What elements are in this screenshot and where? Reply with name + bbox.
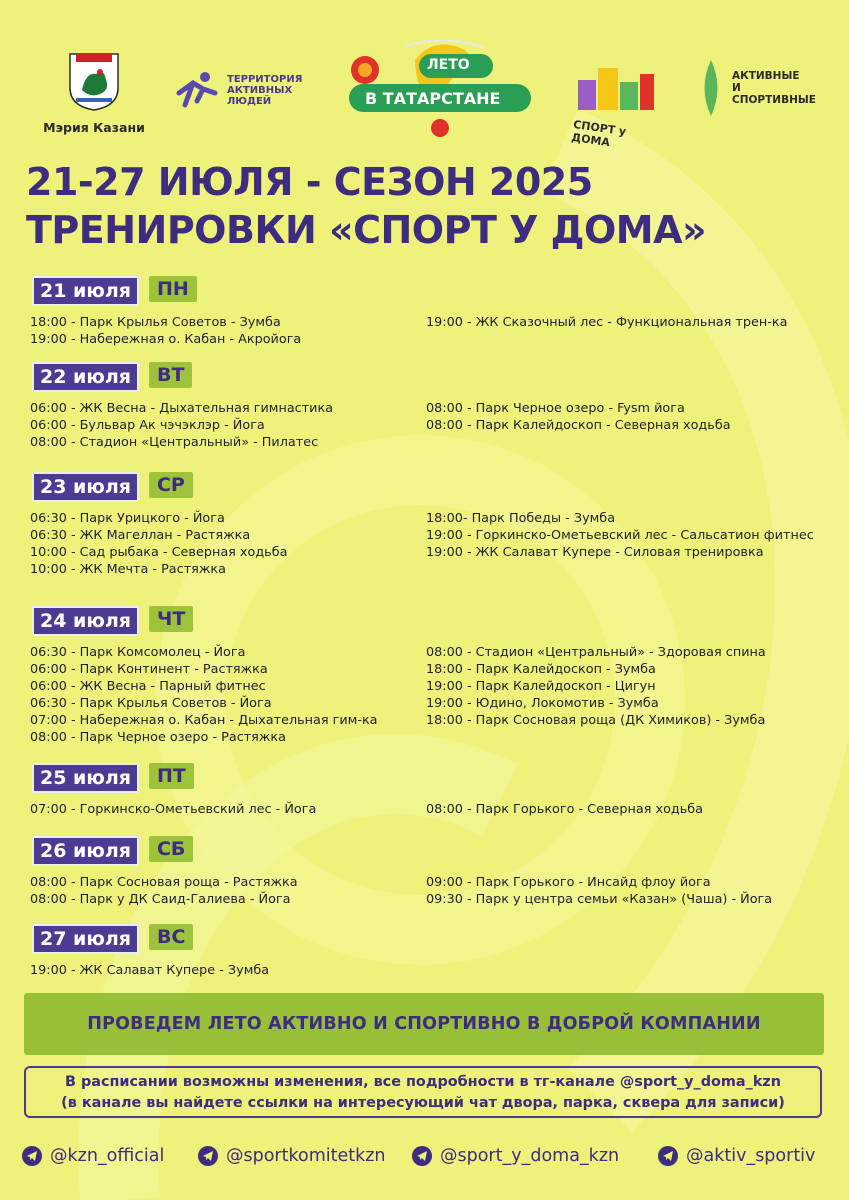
day-header (32, 763, 832, 793)
schedule-column-left (30, 874, 298, 908)
day-header (32, 362, 832, 392)
schedule-entry: 06:00 - Бульвар Ак чэчэклэр - Йога (30, 418, 265, 433)
weekday-badge: СБ (149, 836, 193, 862)
day-section (30, 276, 832, 347)
telegram-icon (658, 1146, 678, 1166)
schedule-column-left (30, 314, 301, 348)
weekday-badge: ВТ (149, 362, 192, 388)
date-badge: 25 июля (32, 763, 139, 793)
telegram-icon (198, 1146, 218, 1166)
weekday-badge: ЧТ (149, 606, 193, 632)
leto-tatarstan-logo (345, 40, 535, 140)
page-title (26, 158, 826, 254)
kazan-city-logo (34, 50, 154, 135)
schedule-entry: 06:30 - Парк Комсомолец - Йога (30, 645, 246, 660)
schedule-entry: 10:00 - Сад рыбака - Северная ходьба (30, 545, 288, 560)
schedule-entry: 08:00 - Парк Черное озеро - Растяжка (30, 730, 286, 745)
schedule-entry: 08:00 - Парк Сосновая роща - Растяжка (30, 875, 298, 890)
schedule-entry: 07:00 - Горкинско-Ометьевский лес - Йога (30, 802, 317, 817)
day-header (32, 472, 832, 502)
schedule-column-right (426, 801, 703, 818)
schedule-column-left (30, 510, 287, 578)
date-badge: 22 июля (32, 362, 139, 392)
schedule-column-right (426, 400, 731, 434)
day-header (32, 836, 832, 866)
day-header (32, 606, 832, 636)
schedule-entry: 09:30 - Парк у центра семьи «Казан» (Чаша) - Йога (426, 892, 773, 907)
schedule-entry: 07:00 - Набережная о. Кабан - Дыхательная гим-ка (30, 713, 378, 728)
schedule-entry: 08:00 - Парк Горького - Северная ходьба (426, 802, 704, 817)
territory-line-3: ЛЮДЕЙ (227, 95, 272, 107)
schedule-column-left (30, 400, 333, 451)
schedule-entry: 19:00 - Юдино, Локомотив - Зумба (426, 696, 659, 711)
schedule-entry: 08:00 - Стадион «Центральный» - Здоровая спина (426, 645, 766, 660)
social-link-sport-y-doma[interactable] (412, 1146, 619, 1166)
slogan-text: ПРОВЕДЕМ ЛЕТО АКТИВНО И СПОРТИВНО В ДОБРОЙ КОМПАНИИ (87, 1014, 761, 1034)
schedule-entry: 18:00 - Парк Калейдоскоп - Зумба (426, 662, 656, 677)
territory-logo (175, 65, 325, 115)
ais-logo (700, 58, 830, 118)
schedule-entry: 19:00 - Парк Калейдоскоп - Цигун (426, 679, 656, 694)
schedule-column-right (426, 644, 766, 729)
day-header (32, 924, 832, 954)
date-badge: 27 июля (32, 924, 139, 954)
kazan-label: Мэрия Казани (43, 120, 145, 135)
weekday-badge: ПТ (149, 763, 194, 789)
day-section (30, 606, 832, 745)
social-label: @kzn_official (50, 1146, 165, 1166)
ais-leaf-icon (700, 58, 722, 118)
social-link-kzn-official[interactable] (22, 1146, 164, 1166)
schedule-entry: 19:00 - ЖК Салават Купере - Силовая тренировка (426, 545, 764, 560)
date-badge: 21 июля (32, 276, 139, 306)
schedule-entry: 10:00 - ЖК Мечта - Растяжка (30, 562, 226, 577)
schedule-entry: 18:00 - Парк Сосновая роща (ДК Химиков) - Зумба (426, 713, 766, 728)
weekday-badge: ВС (149, 924, 193, 950)
ais-line-1: АКТИВНЫЕ (732, 70, 800, 82)
schedule-entry: 19:00 - Горкинско-Ометьевский лес - Сальсатион фитнес (426, 528, 814, 543)
day-header (32, 276, 832, 306)
schedule-entry: 08:00 - Парк Калейдоскоп - Северная ходьба (426, 418, 731, 433)
date-badge: 24 июля (32, 606, 139, 636)
schedule-entry: 06:00 - ЖК Весна - Дыхательная гимнастика (30, 401, 334, 416)
territory-line-2: АКТИВНЫХ (227, 84, 293, 96)
schedule-entry: 06:00 - Парк Континент - Растяжка (30, 662, 268, 677)
telegram-icon (22, 1146, 42, 1166)
weekday-badge: СР (149, 472, 193, 498)
schedule-column-left (30, 962, 269, 979)
kazan-coat-of-arms-icon (66, 50, 122, 112)
schedule-entry: 06:30 - ЖК Магеллан - Растяжка (30, 528, 251, 543)
ais-line-2: И (732, 82, 741, 94)
leto-top-text: ЛЕТО (427, 57, 470, 73)
social-link-aktiv-sportiv[interactable] (658, 1146, 815, 1166)
weekday-badge: ПН (149, 276, 197, 302)
notice-box (24, 1066, 822, 1118)
notice-line-2: (в канале вы найдете ссылки на интересующий чат двора, парка, сквера для записи) (61, 1095, 785, 1111)
social-label: @sport_y_doma_kzn (440, 1146, 620, 1166)
day-section (30, 763, 832, 817)
date-badge: 23 июля (32, 472, 139, 502)
notice-line-1: В расписании возможны изменения, все подробности в тг-канале @sport_y_doma_kzn (64, 1074, 782, 1090)
day-section (30, 472, 832, 577)
social-links (22, 1146, 832, 1176)
schedule-column-right (426, 510, 814, 561)
schedule-column-right (426, 314, 787, 331)
schedule-entry: 06:00 - ЖК Весна - Парный фитнес (30, 679, 266, 694)
schedule-entry: 08:00 - Парк у ДК Саид-Галиева - Йога (30, 892, 291, 907)
schedule-entry: 19:00 - ЖК Сказочный лес - Функциональная трен-ка (426, 315, 788, 330)
schedule-entry: 06:30 - Парк Крылья Советов - Йога (30, 696, 272, 711)
schedule-entry: 08:00 - Стадион «Центральный» - Пилатес (30, 435, 319, 450)
schedule-entry: 09:00 - Парк Горького - Инсайд флоу йога (426, 875, 711, 890)
schedule-column-left (30, 801, 316, 818)
title-line-2: ТРЕНИРОВКИ «СПОРТ У ДОМА» (26, 208, 707, 252)
sport-u-doma-logo (570, 60, 660, 150)
logos-row (0, 40, 849, 150)
date-badge: 26 июля (32, 836, 139, 866)
slogan-banner (24, 993, 824, 1055)
social-link-sportkomitet[interactable] (198, 1146, 386, 1166)
social-label: @sportkomitetkzn (226, 1146, 386, 1166)
runner-icon (175, 71, 221, 109)
day-section (30, 836, 832, 907)
ais-line-3: СПОРТИВНЫЕ (732, 94, 816, 106)
schedule-entry: 06:30 - Парк Урицкого - Йога (30, 511, 225, 526)
telegram-icon (412, 1146, 432, 1166)
day-section (30, 362, 832, 450)
day-section (30, 924, 832, 978)
title-line-1: 21-27 ИЮЛЯ - СЕЗОН 2025 (26, 160, 593, 204)
social-label: @aktiv_sportiv (686, 1146, 816, 1166)
leto-bottom-text: В ТАТАРСТАНЕ (365, 89, 501, 108)
schedule-entry: 19:00 - Набережная о. Кабан - Акройога (30, 332, 302, 347)
schedule-entry: 08:00 - Парк Черное озеро - Fysm йога (426, 401, 685, 416)
schedule-entry: 18:00- Парк Победы - Зумба (426, 511, 616, 526)
schedule-column-left (30, 644, 378, 746)
territory-line-1: ТЕРРИТОРИЯ (227, 73, 303, 85)
schedule-entry: 19:00 - ЖК Салават Купере - Зумба (30, 963, 270, 978)
houses-icon (570, 60, 660, 120)
schedule-entry: 18:00 - Парк Крылья Советов - Зумба (30, 315, 281, 330)
sport-dom-text: СПОРТ у ДОМА (570, 118, 627, 150)
schedule-column-right (426, 874, 772, 908)
